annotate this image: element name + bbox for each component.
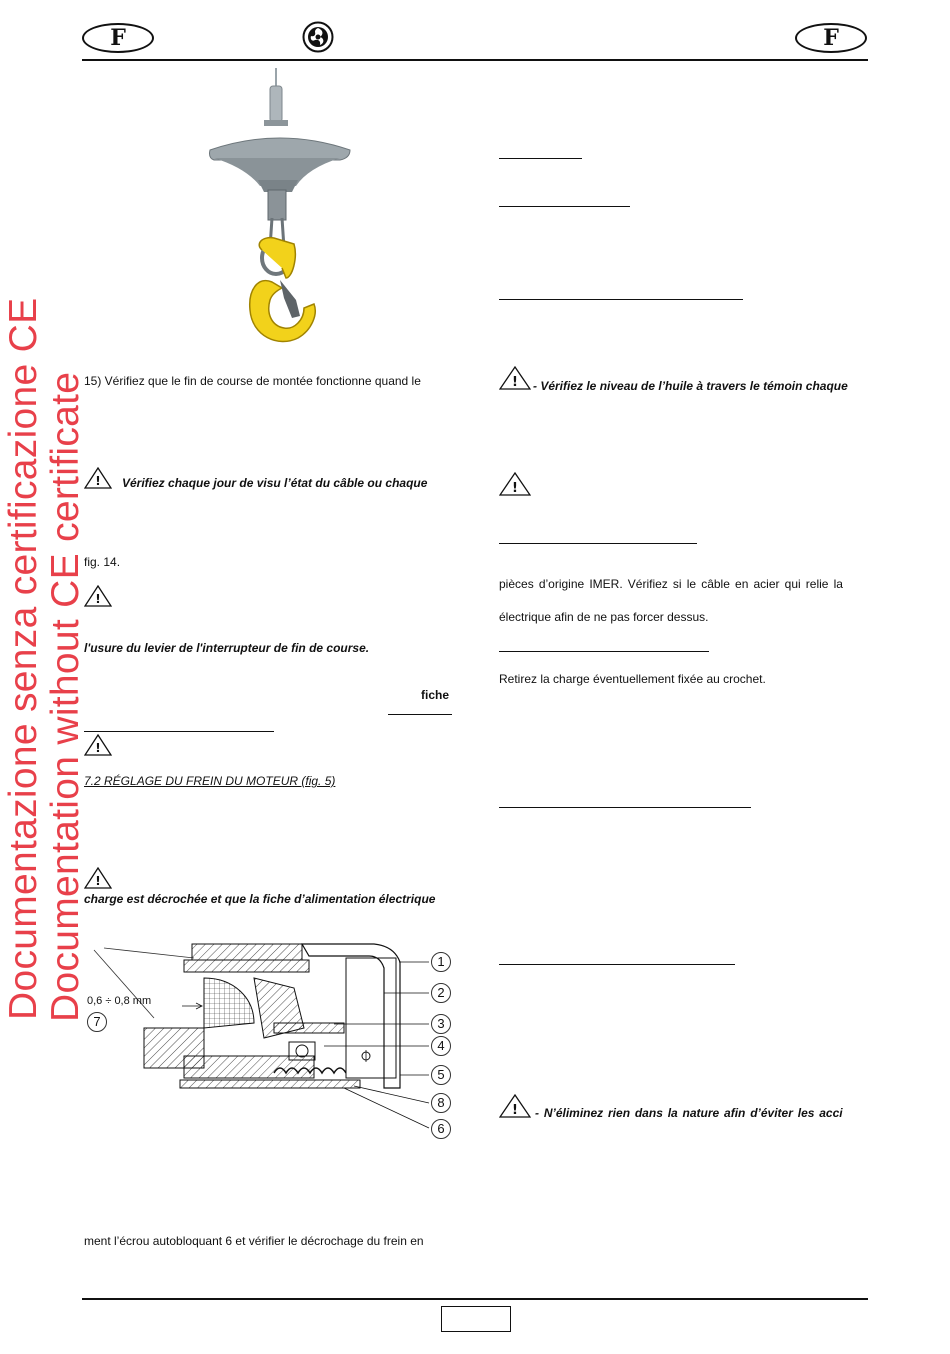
left-f-logo: F: [82, 23, 154, 53]
callout-1: 1: [431, 952, 451, 972]
callout-4: 4: [431, 1036, 451, 1056]
oil-level-warning: - Vérifiez le niveau de l’huile à travers le témoin chaque: [533, 379, 848, 393]
header-rule: [82, 59, 868, 61]
brand-emblem-icon: [302, 21, 334, 53]
original-parts-text: pièces d’origine IMER. Vérifiez si le câble en acier qui relie la: [499, 577, 843, 591]
load-unhooked-text: charge est décrochée et que la fiche d’alimentation électrique: [84, 892, 436, 906]
fig-14-label: fig. 14.: [84, 555, 121, 569]
svg-text:!: !: [512, 481, 518, 496]
watermark-line-1: Documentazione senza certificazione CE: [2, 297, 45, 1020]
hook-photo: [200, 68, 360, 350]
underline-rule: [499, 964, 735, 965]
warning-triangle-icon: [84, 734, 112, 761]
svg-text:!: !: [95, 741, 101, 755]
cable-check-warning: Vérifiez chaque jour de visu l’état du câble ou chaque: [122, 476, 428, 490]
callout-3: 3: [431, 1014, 451, 1034]
right-f-logo: F: [795, 23, 867, 53]
warning-triangle-icon: [499, 472, 531, 501]
svg-text:!: !: [512, 1103, 518, 1118]
warning-triangle-icon: [499, 366, 531, 395]
svg-text:!: !: [95, 474, 101, 488]
limit-switch-lever-text: l'usure du levier de l'interrupteur de fin de course.: [84, 641, 370, 655]
footer-rule: [82, 1298, 868, 1300]
underline-rule: [388, 714, 452, 715]
warning-triangle-icon: [84, 585, 112, 612]
callout-2: 2: [431, 983, 451, 1003]
underline-rule: [499, 543, 697, 544]
callout-5: 5: [431, 1065, 451, 1085]
callout-8: 8: [431, 1093, 451, 1113]
lock-nut-text: ment l’écrou autobloquant 6 et vérifier le décrochage du frein en: [84, 1234, 424, 1248]
underline-rule: [499, 299, 743, 300]
callout-7: 7: [87, 1012, 107, 1032]
step-15-text: 15) Vérifiez que le fin de course de montée fonctionne quand le: [84, 374, 421, 388]
svg-text:!: !: [95, 874, 101, 888]
watermark-line-2: Documentation without CE certificate: [44, 371, 87, 1022]
callout-6: 6: [431, 1119, 451, 1139]
warning-triangle-icon: [499, 1094, 531, 1123]
underline-rule: [499, 158, 582, 159]
page-number-box: [441, 1306, 511, 1332]
svg-text:!: !: [95, 592, 101, 606]
remove-load-text: Retirez la charge éventuellement fixée au crochet.: [499, 672, 766, 686]
underline-rule: [499, 807, 751, 808]
gap-dimension-label: 0,6 ÷ 0,8 mm: [87, 995, 152, 1007]
underline-rule: [84, 731, 274, 732]
underline-rule: [499, 651, 709, 652]
section-7-2-heading: 7.2 RÉGLAGE DU FREIN DU MOTEUR (fig. 5): [84, 774, 336, 788]
brake-section-drawing: [84, 938, 456, 1143]
warning-triangle-icon: [84, 467, 112, 494]
underline-rule: [499, 206, 630, 207]
warning-triangle-icon: [84, 867, 112, 894]
fiche-text: fiche: [421, 688, 450, 702]
environment-warning: - N’éliminez rien dans la nature afin d’éviter les acci: [535, 1106, 843, 1120]
svg-text:!: !: [512, 375, 518, 390]
electric-force-text: électrique afin de ne pas forcer dessus.: [499, 610, 709, 624]
